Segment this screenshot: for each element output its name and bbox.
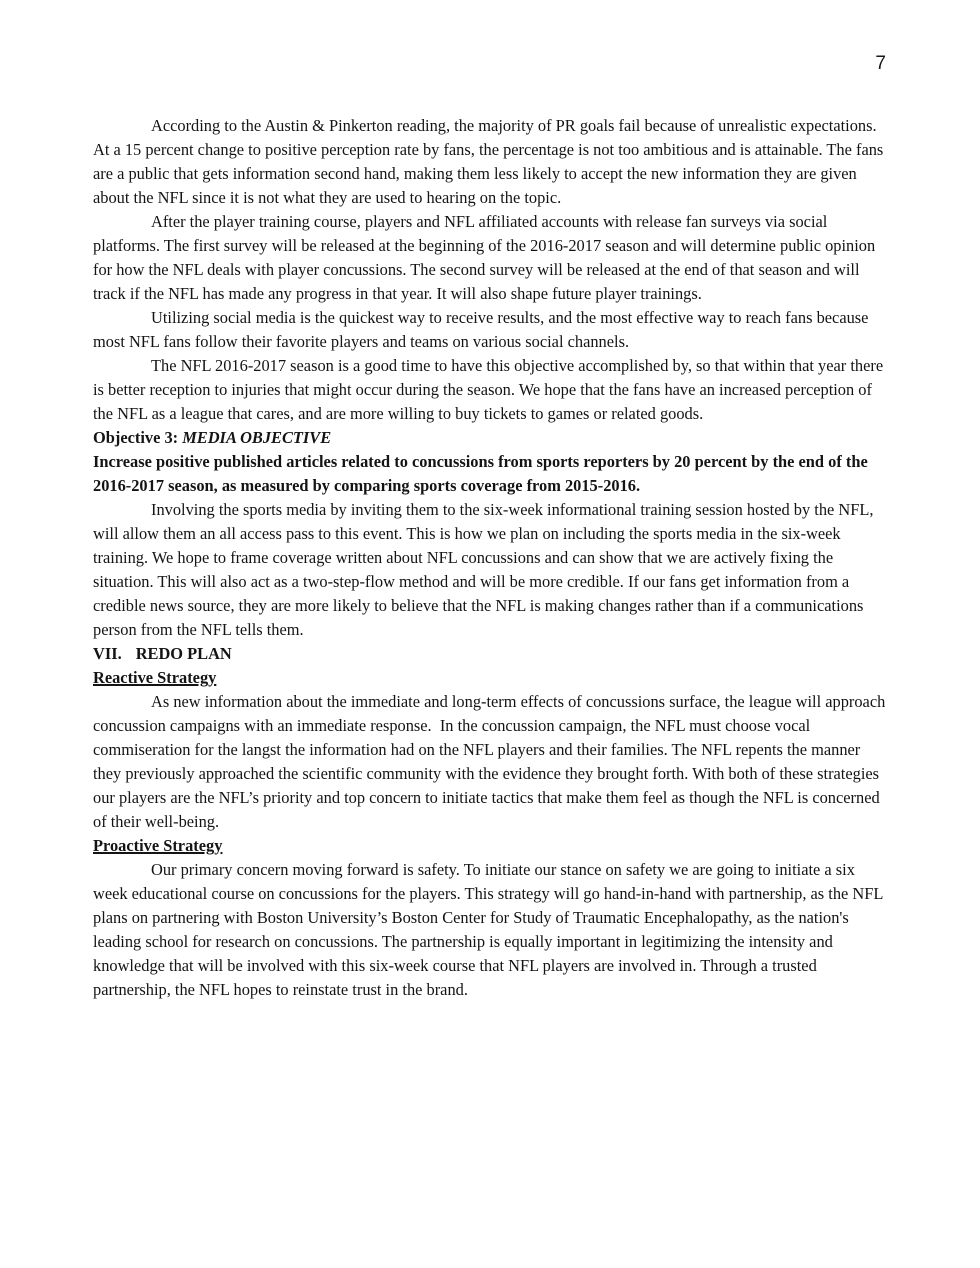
paragraph-fan-surveys: After the player training course, players and NFL affiliated accounts with release fan surveys via social platforms. The first survey will be released at the beginning of the 2016-2017 season and will determine public opinion for how the NFL deals with player concussions. The second survey will be released at the end of that season and will track if the NFL has made any progress in that year. It will also shape future player trainings. <box>93 212 880 303</box>
paragraph-pr-goals: According to the Austin & Pinkerton reading, the majority of PR goals fail because of unrealistic expectations. At a 15 percent change to positive perception rate by fans, the percentage is not too ambitious and is attainable. The fans are a public that gets information second hand, making them less likely to accept the new information they are given about the NFL since it is not what they are used to hearing on the topic. <box>93 116 888 207</box>
paragraph-reactive-strategy: As new information about the immediate and long-term effects of concussions surface, the league will approach concussion campaigns with an immediate response. In the concussion campaign, the NFL must choose vocal commiseration for the langst the information had on the NFL players and their families. The NFL repents the manner they previously approached the scientific community with the evidence they brought forth. With both of these strategies our players are the NFL’s priority and top concern to initiate tactics that make them feel as though the NFL is concerned of their well-being. <box>93 692 890 831</box>
objective-3-statement: Increase positive published articles related to concussions from sports reporters by 20 percent by the end of the 2016-2017 season, as measured by comparing sports coverage from 2015-2016. <box>93 452 872 495</box>
reactive-strategy-heading: Reactive Strategy <box>93 668 217 687</box>
page-number: 7 <box>875 53 886 74</box>
paragraph-proactive-strategy: Our primary concern moving forward is safety. To initiate our stance on safety we are going to initiate a six week educational course on concussions for the players. This strategy will go hand-in-hand with partnership, as the NFL plans on partnering with Boston University’s Boston Center for Study of Traumatic Encephalopathy, as the nation's leading school for research on concussions. The partnership is equally important in legitimizing the intensity and knowledge that will be involved with this six-week course that NFL players are involved in. Through a trusted partnership, the NFL hopes to reinstate trust in the brand. <box>93 860 887 999</box>
redo-plan-heading <box>93 642 888 666</box>
redo-plan-numeral: VII. <box>93 644 122 663</box>
objective-3-title: MEDIA OBJECTIVE <box>182 428 332 447</box>
paragraph-social-media: Utilizing social media is the quickest way to receive results, and the most effective way to reach fans because most NFL fans follow their favorite players and teams on various social channels. <box>93 308 873 351</box>
objective-3-label: Objective 3: <box>93 428 183 447</box>
page-content <box>93 114 888 1002</box>
redo-plan-title: REDO PLAN <box>135 644 232 663</box>
objective-3-heading <box>93 426 888 450</box>
proactive-strategy-heading: Proactive Strategy <box>93 836 223 855</box>
paragraph-season-timing: The NFL 2016-2017 season is a good time to have this objective accomplished by, so that within that year there is better reception to injuries that might occur during the season. We hope that the fans have an increased perception of the NFL as a league that cares, and are more willing to buy tickets to games or related goods. <box>93 356 888 423</box>
paragraph-sports-media: Involving the sports media by inviting them to the six-week informational training session hosted by the NFL, will allow them an all access pass to this event. This is how we plan on including the sports media in the six-week training. We hope to frame coverage written about NFL concussions and can show that we are actively fixing the situation. This will also act as a two-step-flow method and will be more credible. If our fans get information from a credible news source, they are more likely to believe that the NFL is making changes rather than if a communications person from the NFL tells them. <box>93 500 878 639</box>
